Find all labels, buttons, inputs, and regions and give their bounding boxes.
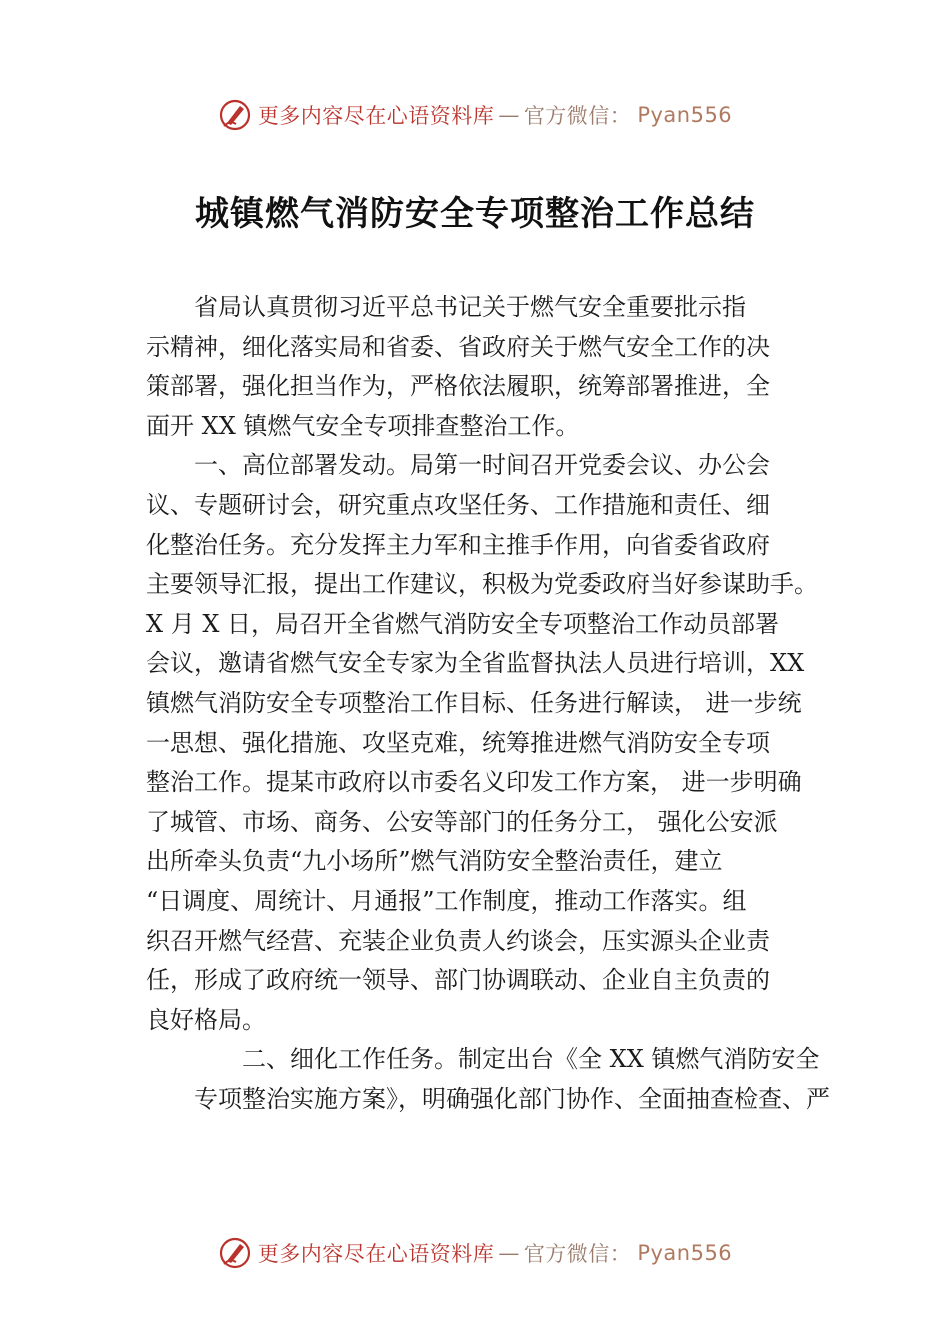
ink-pen-logo-icon <box>218 1236 252 1270</box>
text-line: 镇燃气消防安全专项整治工作目标、任务进行解读， 进一步统 <box>146 688 802 717</box>
text-line: 一、高位部署发动。局第一时间召开党委会议、办公会 <box>194 451 770 480</box>
text-line: X 月 X 日，局召开全省燃气消防安全专项整治工作动员部署 <box>146 609 780 638</box>
text-line: 出所牵头负责“九小场所”燃气消防安全整治责任，建立 <box>146 847 723 876</box>
banner-wechat-id: Pyan556 <box>637 1241 733 1265</box>
banner-separator: — <box>498 103 520 127</box>
text-line: 主要领导汇报，提出工作建议，积极为党委政府当好参谋助手。 <box>146 570 818 599</box>
document-title: 城镇燃气消防安全专项整治工作总结 <box>195 194 755 234</box>
header-banner <box>0 95 950 135</box>
text-line: 示精神，细化落实局和省委、省政府关于燃气安全工作的决 <box>146 332 770 361</box>
text-line: 会议，邀请省燃气安全专家为全省监督执法人员进行培训，XX <box>146 649 805 678</box>
text-line: 整治工作。提某市政府以市委名义印发工作方案， 进一步明确 <box>146 768 802 797</box>
text-line: 面开 XX 镇燃气安全专项排查整治工作。 <box>146 411 580 440</box>
text-line: 省局认真贯彻习近平总书记关于燃气安全重要批示指 <box>194 293 746 321</box>
text-line: 任，形成了政府统一领导、部门协调联动、企业自主负责的 <box>146 966 770 995</box>
text-line: 了城管、市场、商务、公安等部门的任务分工， 强化公安派 <box>146 807 778 836</box>
text-line: 议、专题研讨会，研究重点攻坚任务、工作措施和责任、细 <box>146 490 770 519</box>
text-line: 一思想、强化措施、攻坚克难，统筹推进燃气消防安全专项 <box>146 728 770 757</box>
text-line: 策部署，强化担当作为，严格依法履职，统筹部署推进，全 <box>146 372 770 401</box>
text-line: 二、细化工作任务。制定出台《全 XX 镇燃气消防安全 <box>242 1045 820 1074</box>
text-line: 化整治任务。充分发挥主力军和主推手作用，向省委省政府 <box>146 530 770 559</box>
banner-text: 更多内容尽在心语资料库 <box>257 104 495 128</box>
banner-wechat-id: Pyan556 <box>637 103 733 127</box>
text-line: 织召开燃气经营、充装企业负责人约谈会，压实源头企业责 <box>146 926 770 955</box>
banner-wechat-label: 官方微信： <box>523 1242 632 1266</box>
text-line: 专项整治实施方案》，明确强化部门协作、全面抽查检查、严 <box>194 1084 830 1113</box>
banner-wechat-label: 官方微信： <box>523 104 632 128</box>
banner-text: 更多内容尽在心语资料库 <box>257 1242 495 1266</box>
footer-banner <box>0 1233 950 1273</box>
ink-pen-logo-icon <box>218 98 252 132</box>
document-body <box>146 288 846 1119</box>
banner-separator: — <box>498 1241 520 1265</box>
text-line: “日调度、周统计、月通报”工作制度，推动工作落实。组 <box>146 886 747 915</box>
text-line: 良好格局。 <box>146 1005 266 1034</box>
